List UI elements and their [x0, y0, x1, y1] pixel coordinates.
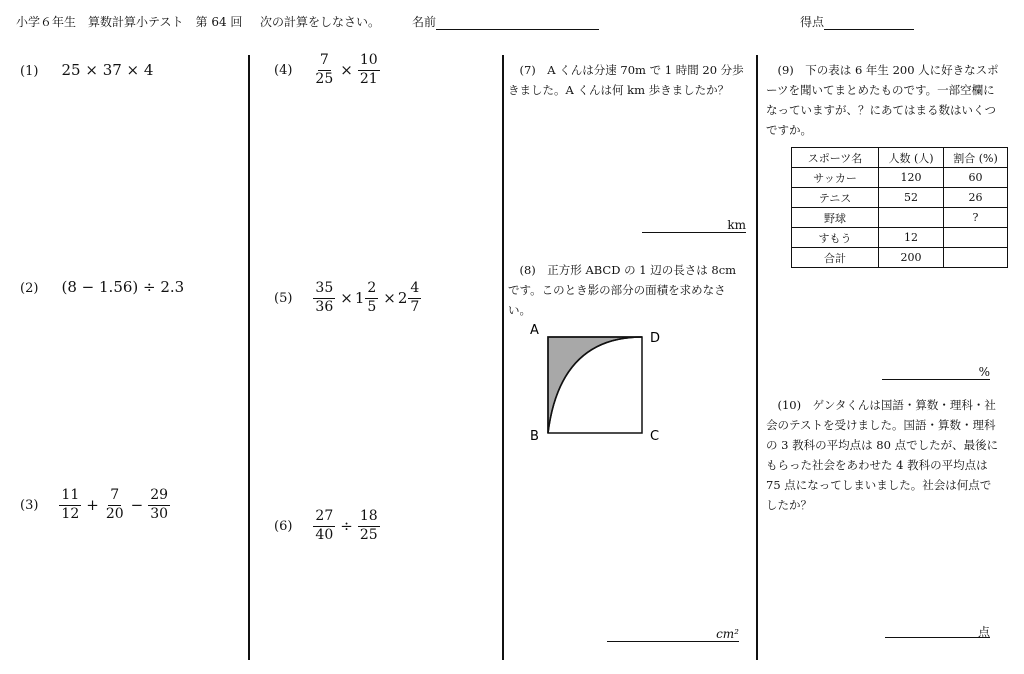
table-cell — [879, 208, 944, 228]
instruction-text: 次の計算をしなさい。 — [260, 15, 381, 29]
score-label: 得点 — [800, 15, 825, 29]
operator: − — [130, 496, 144, 514]
worksheet-title: 小学６年生 算数計算小テスト 第 64 回 — [16, 15, 243, 29]
problem-7-text: (7) A くんは分速 70m で 1 時間 20 分歩きました。A くんは何 km 歩きましたか？ — [508, 63, 744, 97]
fraction: $\frac{27}{40}$ — [315, 508, 334, 543]
name-label: 名前 — [412, 15, 437, 29]
table-cell: すもう — [792, 228, 879, 248]
fraction: $\frac{7}{20}$ — [105, 487, 124, 522]
column-divider-1 — [248, 55, 250, 660]
mixed-whole: 2 — [397, 289, 408, 307]
table-cell: 60 — [944, 168, 1008, 188]
table-cell: 200 — [879, 248, 944, 268]
name-line — [436, 17, 599, 30]
table-cell: 52 — [879, 188, 944, 208]
table-row — [792, 248, 1008, 268]
table-header-row — [792, 148, 1008, 168]
shaded-region — [548, 337, 642, 433]
column-divider-3 — [756, 55, 758, 660]
table-cell: サッカー — [792, 168, 879, 188]
table-cell: テニス — [792, 188, 879, 208]
fraction: $\frac{7}{25}$ — [315, 52, 334, 87]
table-cell: 26 — [944, 188, 1008, 208]
operator: ÷ — [340, 517, 353, 535]
table-header: 割合 (%) — [944, 148, 1008, 168]
name-field — [412, 13, 599, 30]
answer-unit: % — [978, 365, 990, 379]
column-divider-2 — [502, 55, 504, 660]
score-field — [800, 13, 914, 30]
table-cell: 12 — [879, 228, 944, 248]
vertex-label-b: B — [530, 429, 539, 444]
operator: × — [383, 289, 396, 307]
table-cell: ? — [944, 208, 1008, 228]
mixed-whole: 1 — [354, 289, 365, 307]
sports-table — [791, 147, 1008, 268]
table-header: 人数 (人) — [879, 148, 944, 168]
fraction: $\frac{18}{25}$ — [359, 508, 378, 543]
answer-unit: km — [727, 218, 746, 232]
answer-unit: cm² — [716, 627, 739, 641]
problem-1 — [20, 60, 153, 79]
problem-10-text: (10) ゲンタくんは国語・算数・理科・社会のテストを受けました。国語・算数・理科の 3 教科の平均点は 80 点でしたが、最後にもらった社会をあわせた 4 教科の平均点は 75 点になってしまいました。社会は何点でしたか？ — [766, 398, 999, 512]
table-cell: 合計 — [792, 248, 879, 268]
problem-9-text: (9) 下の表は 6 年生 200 人に好きなスポーツを聞いてまとめたものです。一部空欄になっていますが、？にあてはまる数はいくつですか。 — [766, 63, 999, 137]
vertex-label-c: C — [650, 429, 660, 444]
vertex-label-a: A — [530, 323, 539, 338]
problem-number: (1) — [20, 64, 39, 79]
fraction: $\frac{11}{12}$ — [61, 487, 80, 522]
fraction: $\frac{29}{30}$ — [150, 487, 169, 522]
problem-number: (6) — [274, 518, 293, 534]
fraction: $\frac{2}{5}$ — [367, 280, 377, 315]
problem-expression: 25 × 37 × 4 — [61, 61, 154, 79]
table-row — [792, 228, 1008, 248]
table-row — [792, 208, 1008, 228]
operator: × — [340, 289, 353, 307]
problem-9-answer-line — [882, 365, 990, 380]
problem-7-answer-line — [642, 218, 746, 233]
operator: + — [86, 496, 99, 514]
problem-8-answer-line — [607, 627, 739, 642]
problem-5 — [274, 280, 424, 316]
table-cell — [944, 248, 1008, 268]
problem-3 — [20, 487, 173, 523]
problem-expression: (8 − 1.56) ÷ 2.3 — [61, 278, 185, 296]
table-cell — [944, 228, 1008, 248]
square-abcd-diagram — [520, 318, 670, 446]
table-row — [792, 188, 1008, 208]
table-header: スポーツ名 — [792, 148, 879, 168]
problem-number: (2) — [20, 281, 39, 296]
fraction: $\frac{4}{7}$ — [410, 280, 420, 315]
problem-number: (4) — [274, 62, 293, 78]
fraction: $\frac{35}{36}$ — [315, 280, 334, 315]
answer-unit: 点 — [977, 625, 990, 639]
problem-2 — [20, 277, 184, 296]
table-cell: 野球 — [792, 208, 879, 228]
fraction: $\frac{10}{21}$ — [359, 52, 378, 87]
problem-8-text: (8) 正方形 ABCD の 1 辺の長さは 8cm です。このとき影の部分の面積を求めなさい。 — [508, 263, 737, 317]
problem-6 — [274, 508, 383, 544]
problem-number: (5) — [274, 290, 293, 306]
table-row — [792, 168, 1008, 188]
score-line — [824, 17, 914, 30]
problem-number: (3) — [20, 497, 39, 513]
operator: × — [340, 61, 353, 79]
table-cell: 120 — [879, 168, 944, 188]
problem-4 — [274, 52, 383, 88]
problem-10-answer-line — [885, 623, 990, 638]
vertex-label-d: D — [650, 331, 661, 346]
